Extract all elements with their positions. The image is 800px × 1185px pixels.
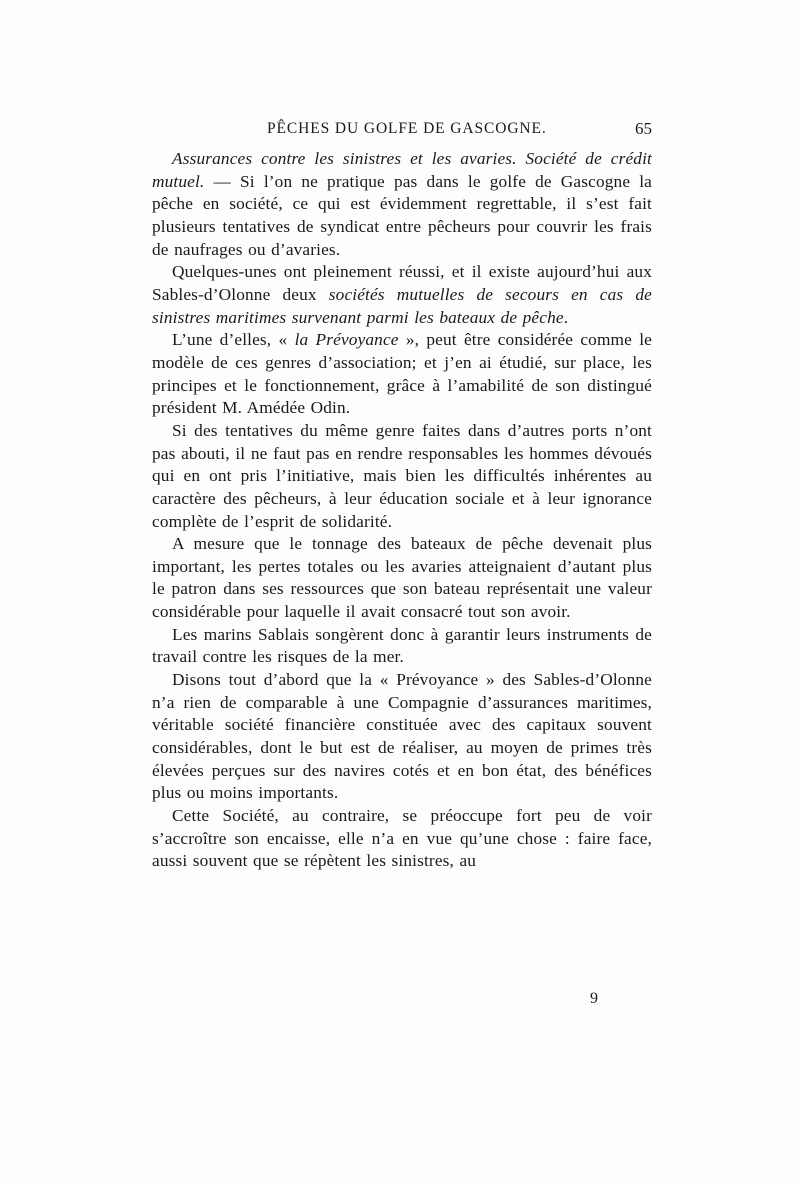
running-title: PÊCHES DU GOLFE DE GASCOGNE. [267, 120, 547, 137]
paragraph-1 [152, 148, 652, 261]
paragraph-4: Si des tentatives du même genre faites dans d’autres ports n’ont pas abouti, il ne faut pas en rendre responsables les hommes dévoués qui en ont pris l’initiative, mais bien les difficultés inhérentes au caractère des pêcheurs, à leur éducation sociale et à leur ignorance complète de l’esprit de solidarité. [152, 420, 652, 531]
paragraph-3 [152, 329, 652, 420]
paragraph-3-text-before: L’une d’elles, « [172, 330, 295, 350]
running-head [152, 118, 652, 140]
page-number: 65 [635, 119, 652, 138]
paragraph-3-italic: la Prévoyance [294, 330, 399, 350]
body-text [152, 148, 652, 873]
paragraph-6: Les marins Sablais songèrent donc à garantir leurs instruments de travail contre les risques de la mer. [152, 624, 652, 667]
paragraph-8: Cette Société, au contraire, se préoccupe fort peu de voir s’accroître son encaisse, elle n’a en vue qu’une chose : faire face, aussi souvent que se répètent les sinistres, au [152, 806, 652, 871]
paragraph-2-italic: sociétés mutuelles de secours en cas de sinistres maritimes survenant parmi les bateaux de pêche [152, 284, 652, 327]
paragraph-2 [152, 261, 652, 329]
paragraph-5: A mesure que le tonnage des bateaux de pêche devenait plus important, les pertes totales ou les avaries atteignaient d’autant plus le patron dans ses ressources que son bateau représentait une valeur considérable pour laquelle il avait consacré tout son avoir. [152, 534, 652, 622]
signature-mark: 9 [590, 990, 598, 1007]
paragraph-1-italic-lead: Assurances contre les sinistres et les avaries. Société de crédit mutuel. [152, 149, 652, 191]
paragraph-1-text: — Si l’on ne pratique pas dans le golfe de Gascogne la pêche en société, ce qui est évidemment regrettable, il s’est fait plusieurs tentatives de syndicat entre pêcheurs pour couvrir les frais de naufrages ou d’avaries. [152, 171, 652, 259]
paragraph-2-text-before: Quelques-unes ont pleinement réussi, et il existe aujourd’hui aux Sables-d’Olonne deux [152, 262, 652, 304]
paragraph-7: Disons tout d’abord que la « Prévoyance » des Sables-d’Olonne n’a rien de comparable à une Compagnie d’assurances maritimes, véritable société financière constituée avec des capitaux souvent considérables, dont le but est de réaliser, au moyen de primes très élevées perçues sur des navires cotés et en bon état, des bénéfices plus ou moins importants. [152, 670, 652, 803]
paragraph-3-text-after: », peut être considérée comme le modèle de ces genres d’association; et j’en ai étudié, sur place, les principes et le fonctionnement, grâce à l’amabilité de son distingué président M. Amédée Odin. [152, 330, 652, 418]
paragraph-2-text-after: . [563, 307, 569, 327]
